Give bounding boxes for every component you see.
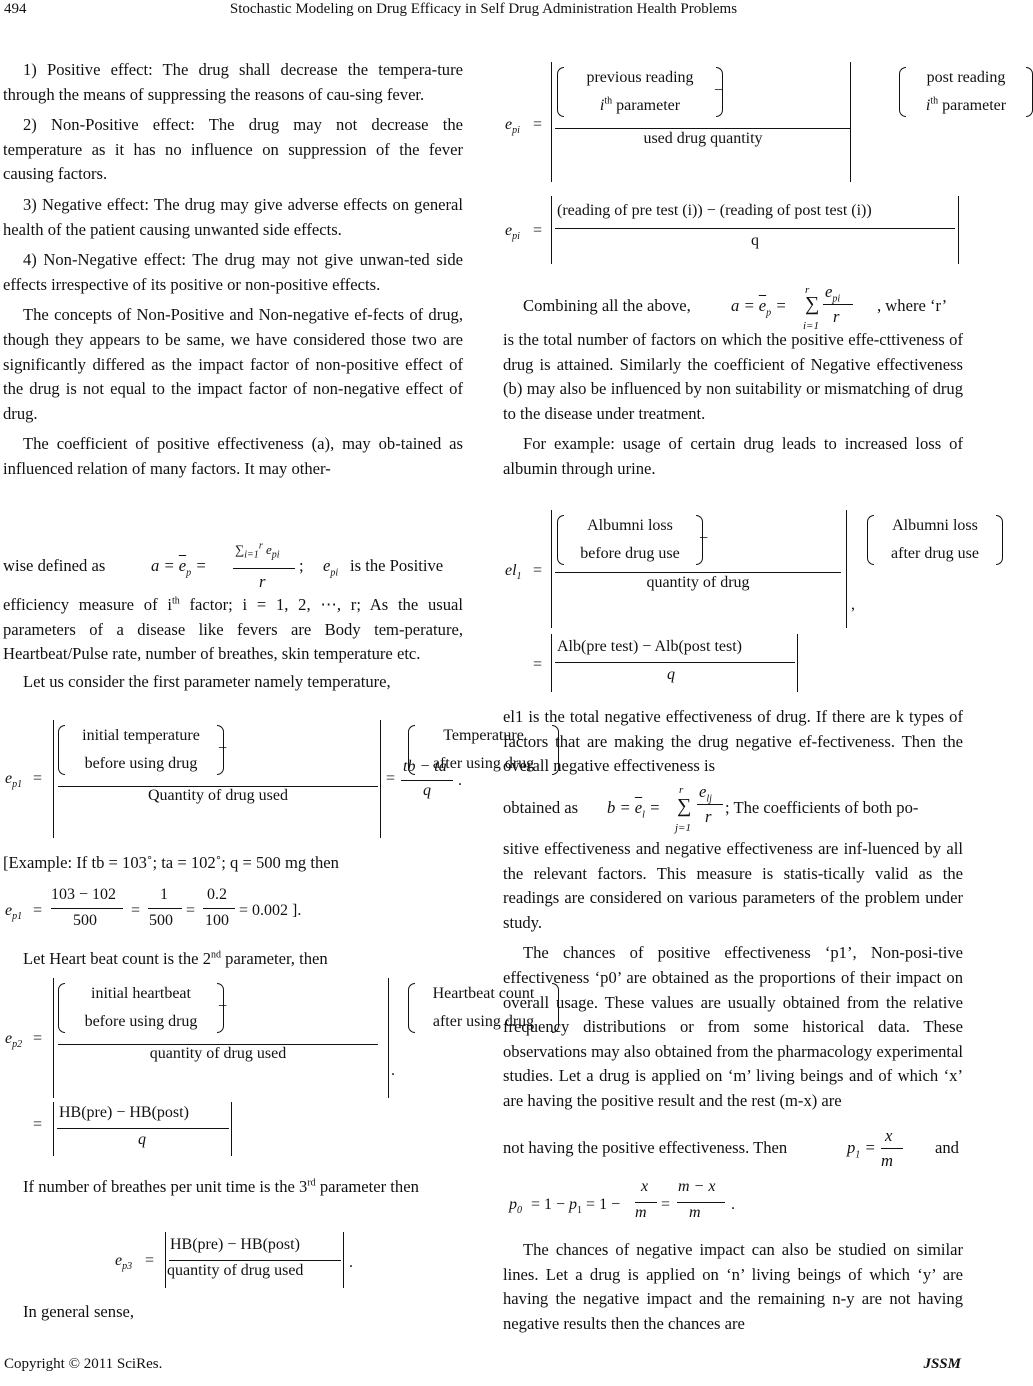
equals: = [131,902,141,919]
period: . [391,1062,395,1079]
sum-lower: j=1 [675,822,691,834]
el1: $el_1$ [505,562,522,583]
period: . [731,1196,735,1213]
e-pi: $e_{pi}$ [505,222,520,243]
el1-paragraph [503,705,963,779]
d3: 100 [205,912,229,929]
e-pi: $e_{pi}$ [825,282,841,305]
obtained-text: obtained as [503,798,579,817]
minus: − [218,998,228,1015]
sum-upper: r [679,784,684,796]
abs-bar-left [551,196,552,264]
left-column [3,58,463,482]
e-pi: $e_{pi}$ [505,116,520,137]
semicolon: ; [299,556,304,575]
breathes-line [3,1175,463,1200]
equals: = [661,1196,671,1213]
fraction-bar [555,572,841,573]
minus: − [714,82,724,99]
box-before-alb: Albumni loss before drug use [557,512,703,568]
fraction-bar [555,128,851,129]
numerator: Alb(pre test) − Alb(post test) [557,638,742,655]
r: r [833,307,840,326]
efficiency-paragraph [3,593,463,694]
fraction-bar [57,1128,229,1129]
equals: = [33,770,43,787]
bar [203,908,235,909]
bar [51,908,123,909]
box-previous: previous reading $i^{th}$ parameter [557,64,723,120]
formula-a: $a = \overline{e}_p$ = [731,296,787,319]
n2: 1 [160,886,168,903]
rhs-denominator: q [423,782,431,799]
sum-symbol: $\sum_{i=1}^r$ $e_{pi}$ [235,540,280,561]
general-sense-text: In general sense, [23,1302,135,1321]
period: . [458,772,462,789]
right-paragraphs-1 [503,328,963,482]
r: r [705,807,712,826]
paragraph-non-positive-effect: 2) Non-Positive effect: The drug may not decrease the temperature as it has no influence on suppression of the fever causing factors. [3,115,463,184]
e-p3: $e_{p3}$ [115,1252,133,1273]
r-denominator: r [259,572,266,591]
box-post: post reading $i^{th}$ parameter [899,64,1033,120]
combining-text: Combining all the above, [523,296,691,315]
equals: = [33,1116,43,1133]
p1-text: not having the positive effectiveness. Then [503,1138,788,1157]
equation-temperature [3,720,535,840]
obtained-line [503,782,963,832]
rhs-numerator: tb − ta [403,758,447,775]
abs-bar-left [551,510,552,628]
abs-bar-left [551,634,552,692]
fraction-bar [635,1202,657,1203]
running-title: Stochastic Modeling on Drug Efficacy in Self Drug Administration Health Problems [229,1,738,17]
d2: 500 [149,912,173,929]
page-number: 494 [4,1,27,17]
equals: = [533,562,543,579]
negative-impact-text: The chances of negative impact can also be studied on similar lines. Let a drug is applied on ‘n’ living beings of which ‘y’ are having the negative impact and the remaining n-y are not having negative results then the chances are [503,1240,963,1333]
numerator: (reading of pre test (i)) − (reading of post test (i)) [557,202,872,219]
paragraph-non-negative-effect: 4) Non-Negative effect: The drug may not give unwan-ted side effects irrespective of its positive or non-positive effects. [3,250,463,294]
period: . [349,1254,353,1271]
equals: = [533,656,543,673]
m: m [689,1204,701,1221]
equals: = [386,770,396,787]
abs-bar-left [551,62,552,182]
formula-b: $b = \overline{e}_l$ = [607,798,661,821]
expr: = $1 - p_1 = 1$ − [531,1196,621,1217]
abs-bar-right [958,196,959,264]
e-lj: $e_{lj}$ [699,782,712,805]
chances-paragraph: The chances of positive effectiveness ‘p1’, Non-posi-tive effectiveness ‘p0’ are obtained as the proportions of their impact on overall usage. These values are usually obtained from the relative frequency distributions or from some historical data. These observations may also obtained from the pharmacology experimental studies. Let a drug is applied on ‘m’ living beings and of which ‘x’ are having the positive result and the rest (m-x) are [503,943,963,1110]
example-line: [Example: If tb = 103˚; ta = 102˚; q = 500 mg then [3,853,339,872]
nd-sup: nd [211,949,221,961]
denominator: q [667,666,675,683]
journal-abbrev: JSSM [923,1356,961,1372]
denominator: Quantity of drug used [148,787,288,804]
sum-lower: i=1 [803,320,819,332]
p1-line [503,1128,963,1174]
example-equation [3,882,463,942]
abs-bar-right [850,62,851,182]
equation-breathes [3,1232,463,1292]
denominator: quantity of drug used [167,1262,304,1279]
sum-upper: r [805,284,810,296]
abs-bar-right [797,634,798,692]
box-initial-hb: initial heartbeat before using drug [58,980,224,1036]
e-p1: $e_{p1}$ [5,902,23,923]
equals: = [33,1030,43,1047]
fraction-bar [233,568,295,569]
fraction-bar [169,1260,341,1261]
running-header [0,0,967,22]
hb-post: parameter, then [221,949,328,968]
numerator: HB(pre) − HB(post) [170,1236,300,1253]
x: x [641,1178,649,1195]
el1-text: el1 is the total negative effectiveness of drug. If there are k types of factors that are making the drug negative ef-fectiveness. Then the overall negative effectiveness is [503,707,963,776]
minus: − [218,740,228,757]
br-pre: If number of breathes per unit time is the 3 [23,1177,308,1196]
sum-symbol: ∑ [805,293,820,315]
combining-post: , where ‘r’ [877,296,948,315]
equals: = [145,1252,155,1269]
equation-alb-q [503,634,963,694]
denominator: q [751,232,759,249]
denominator: quantity of drug [646,574,750,591]
equation-reading [503,196,963,266]
fraction-bar [401,780,453,781]
box-initial: initial temperature before using drug [58,722,224,778]
e-pi: $e_{pi}$ [323,556,339,579]
equals: = [33,902,43,919]
equals: = [533,116,543,133]
abs-bar-left [53,720,54,838]
abs-bar-left [53,1102,54,1156]
equation-albumin [503,510,979,630]
coefficients-paragraph [503,837,963,1114]
equals: = [533,222,543,239]
abs-bar-left [53,978,54,1098]
p0: $p_0$ [509,1196,522,1217]
definition-text-post: is the Positive [350,556,444,575]
albumin-paragraph: For example: usage of certain drug leads to increased loss of albumin through urine. [503,434,963,478]
paragraph-positive-effect: 1) Positive effect: The drug shall decrease the tempera-ture through the means of suppressing the reasons of cau-sing fever. [3,60,463,104]
hb-denominator: q [138,1131,146,1148]
m-x: m − x [678,1178,716,1195]
result: = 0.002 ]. [239,902,302,919]
definition-text: wise defined as [3,556,106,575]
n1: 103 − 102 [51,886,117,903]
fraction-bar [555,662,795,663]
copyright: Copyright © 2011 SciRes. [4,1356,163,1372]
paragraph-coefficient: The coefficient of positive effectiveness (a), may ob-tained as influenced relation of many factors. It may other- [3,434,463,478]
br-post: parameter then [315,1177,419,1196]
and: and [935,1138,959,1157]
efficiency-rest: factor; i = 1, 2, ⋯, r; As the usual parameters of a disease like fevers are Body tem-perature, Heartbeat/Pulse rate, number of breathes, skin temperature etc. [3,595,463,664]
obtained-post: ; The coefficients of both po- [725,798,919,817]
heart-beat-line [3,947,463,972]
footer [4,1356,963,1373]
abs-bar-right [343,1232,344,1288]
denominator: quantity of drug used [149,1045,287,1062]
box-after-alb: Albumni loss after drug use [867,512,1003,568]
coefficients-text: sitive effectiveness and negative effectiveness are inf-luenced by all the relevant factors. This measure is statis-tically valid as the readings are considered on various parameters of the problem under study. [503,839,963,932]
d1: 500 [73,912,97,929]
e-p1: $e_{p1}$ [5,770,23,791]
factors-paragraph: is the total number of factors on which the positive effe-cttiveness of drug is attained. Similarly the coefficient of Negative effectiveness (b) may also be influenced by non suitability or mismatching of drug to the disease under treatment. [503,330,963,423]
definition-line [3,540,463,598]
equation-general [503,62,1007,184]
sum-symbol: ∑ [677,795,692,817]
efficiency-text: efficiency measure of i [3,595,172,614]
fraction-bar [555,228,955,229]
abs-bar-right [380,720,381,838]
e-p2: $e_{p2}$ [5,1030,23,1051]
abs-bar-right [388,978,389,1098]
th-sup: th [171,595,180,607]
combining-line [503,280,963,332]
box-after: Temperature after using drug [408,722,559,778]
paragraph-concepts: The concepts of Non-Positive and Non-negative ef-fects of drug, though they appears to be same, we have considered those two are significantly differed as the impact factor of non-positive effect of the drug is not equal to the impact factor of non-negative effect of drug. [3,305,463,423]
paragraph-first-parameter: Let us consider the first parameter namely temperature, [23,671,391,691]
denominator: used drug quantity [643,130,763,147]
box-after-hb: Heartbeat count after using drug [408,980,559,1036]
negative-impact-paragraph [503,1238,963,1336]
rd-sup: rd [307,1177,316,1189]
p0-equation [503,1180,963,1230]
general-sense [3,1300,463,1325]
bar [148,908,182,909]
paragraph-negative-effect: 3) Negative effect: The drug may give adverse effects on general health of the patient causing unwanted side effects. [3,194,463,239]
comma: , [851,596,855,613]
fraction-bar [677,1202,725,1203]
n3: 0.2 [207,886,227,903]
minus: − [699,530,709,547]
equals: = [186,902,196,919]
p1-formula: $p_1$ = [847,1138,876,1161]
m: m [881,1151,893,1170]
m: m [635,1204,647,1221]
hb-numerator: HB(pre) − HB(post) [59,1104,189,1121]
abs-bar-right [231,1102,232,1156]
formula-a-ep: $a = \overline{e}_p$ = [151,556,207,579]
equation-heartbeat [3,978,535,1158]
abs-bar-right [846,510,847,628]
hb-pre: Let Heart beat count is the 2 [23,949,211,968]
x: x [885,1126,893,1145]
abs-bar-left [165,1232,166,1288]
